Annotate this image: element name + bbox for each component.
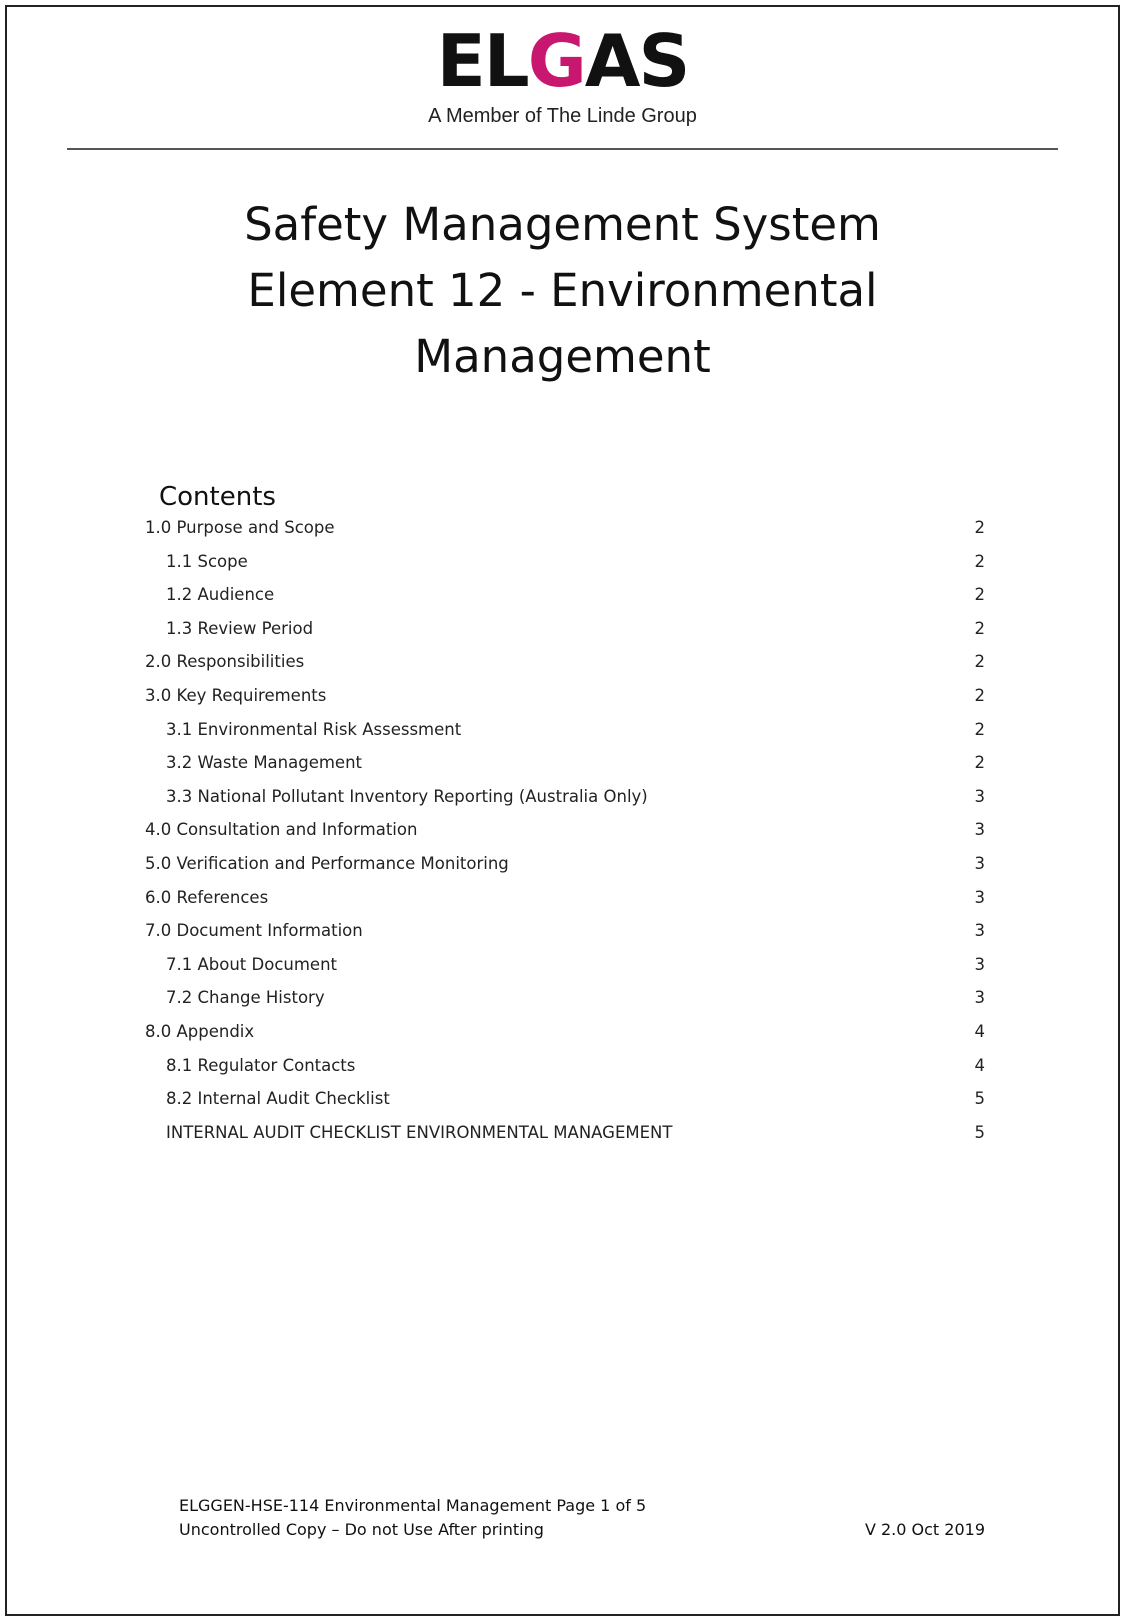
- toc-entry[interactable]: [145, 1121, 995, 1155]
- toc-entry-page: 3: [974, 954, 985, 974]
- toc-entry[interactable]: [145, 919, 995, 953]
- toc-entry-page: 3: [974, 988, 985, 1008]
- toc-entry-label: 3.2 Waste Management: [166, 753, 363, 773]
- toc-entry[interactable]: [145, 684, 995, 718]
- toc-entry[interactable]: [145, 751, 995, 785]
- toc-entry-label: 1.0 Purpose and Scope: [145, 518, 335, 537]
- toc-entry-label: 4.0 Consultation and Information: [145, 820, 418, 840]
- toc-entry[interactable]: [145, 818, 995, 852]
- toc-entry-page: 2: [974, 518, 985, 537]
- title-line-2: Element 12 - Environmental: [247, 264, 878, 317]
- toc-entry-page: 3: [974, 853, 985, 873]
- toc-entry-page: 3: [974, 887, 985, 907]
- toc-entry-page: 5: [974, 1122, 985, 1142]
- toc-entry-page: 3: [974, 921, 985, 941]
- toc-entry[interactable]: [145, 650, 995, 684]
- toc-entry-label: 7.0 Document Information: [145, 921, 363, 941]
- toc-entry-label: 1.3 Review Period: [166, 618, 314, 638]
- company-logo: [7, 19, 1118, 128]
- document-page: [5, 5, 1120, 1616]
- toc-entry-page: 4: [974, 1055, 985, 1075]
- footer-copy-notice: Uncontrolled Copy – Do not Use After printing: [179, 1520, 544, 1539]
- toc-entry-label: 8.2 Internal Audit Checklist: [166, 1089, 390, 1109]
- toc-entry-page: 4: [974, 1021, 985, 1041]
- toc-entry-page: 3: [974, 820, 985, 840]
- footer-left: [179, 1494, 646, 1542]
- toc-entry[interactable]: [145, 886, 995, 920]
- toc-entry[interactable]: [145, 516, 995, 550]
- toc-entry-page: 2: [974, 585, 985, 605]
- contents-heading: Contents: [159, 482, 276, 512]
- toc-entry-label: 6.0 References: [145, 887, 269, 907]
- toc-entry-label: 3.1 Environmental Risk Assessment: [166, 719, 462, 739]
- logo-g-icon: G: [527, 19, 585, 103]
- toc-entry[interactable]: [145, 1020, 995, 1054]
- toc-entry-label: 3.0 Key Requirements: [145, 685, 327, 705]
- title-line-1: Safety Management System: [244, 198, 881, 251]
- logo-wordmark: [436, 19, 689, 103]
- title-line-3: Management: [414, 330, 711, 383]
- toc-entry-page: 2: [974, 685, 985, 705]
- header-divider: [67, 148, 1058, 150]
- toc-entry-page: 2: [974, 753, 985, 773]
- logo-tagline: A Member of The Linde Group: [428, 105, 697, 127]
- footer-doc-line: ELGGEN-HSE-114 Environmental Management Page 1 of 5: [179, 1496, 647, 1515]
- toc-entry[interactable]: [145, 617, 995, 651]
- toc-entry-label: 5.0 Verification and Performance Monitoring: [145, 853, 509, 873]
- toc-entry[interactable]: [145, 550, 995, 584]
- toc-entry-label: INTERNAL AUDIT CHECKLIST ENVIRONMENTAL MANAGEMENT: [166, 1122, 673, 1142]
- toc-entry[interactable]: [145, 718, 995, 752]
- toc-entry-label: 2.0 Responsibilities: [145, 652, 305, 672]
- toc-entry[interactable]: [145, 1054, 995, 1088]
- toc-entry-label: 1.2 Audience: [166, 585, 275, 605]
- toc-entry[interactable]: [145, 986, 995, 1020]
- logo-prefix: EL: [436, 19, 528, 103]
- toc-entry[interactable]: [145, 583, 995, 617]
- toc-entry[interactable]: [145, 852, 995, 886]
- toc-entry[interactable]: [145, 953, 995, 987]
- toc-entry-label: 1.1 Scope: [166, 551, 248, 571]
- document-title: [7, 192, 1118, 390]
- toc-entry-label: 8.1 Regulator Contacts: [166, 1055, 356, 1075]
- toc-entry-label: 3.3 National Pollutant Inventory Reporting (Australia Only): [166, 786, 648, 806]
- toc-entry-page: 2: [974, 719, 985, 739]
- table-of-contents: [145, 516, 995, 1154]
- toc-entry-page: 2: [974, 551, 985, 571]
- toc-entry[interactable]: [145, 785, 995, 819]
- toc-entry-page: 5: [974, 1089, 985, 1109]
- footer-version: V 2.0 Oct 2019: [864, 1520, 985, 1539]
- toc-entry[interactable]: [145, 1087, 995, 1121]
- toc-entry-page: 3: [974, 786, 985, 806]
- toc-entry-label: 7.2 Change History: [166, 988, 325, 1008]
- toc-entry-page: 2: [974, 652, 985, 672]
- toc-entry-page: 2: [974, 618, 985, 638]
- toc-entry-label: 8.0 Appendix: [145, 1021, 255, 1041]
- logo-suffix: AS: [584, 19, 689, 103]
- toc-entry-label: 7.1 About Document: [166, 954, 337, 974]
